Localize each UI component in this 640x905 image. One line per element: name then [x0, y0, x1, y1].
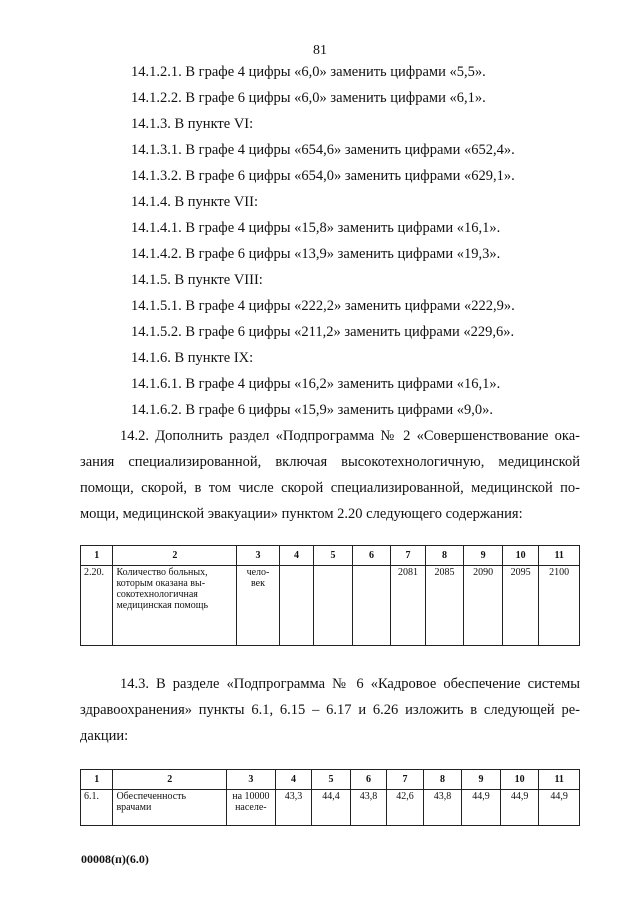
page-number: 81: [313, 43, 327, 58]
cell: 2095: [502, 566, 539, 646]
cell: 2081: [391, 566, 425, 646]
text-line: 14.1.4. В пункте VII:: [131, 194, 258, 210]
column-header: 10: [502, 546, 539, 566]
column-header: 4: [279, 546, 313, 566]
text-line: 14.1.3.2. В графе 6 цифры «654,0» заменить цифрами «629,1».: [131, 168, 515, 184]
column-header: 9: [462, 770, 501, 790]
row-number: 2.20.: [81, 566, 113, 646]
row-number: 6.1.: [81, 790, 113, 826]
document-code: 00008(п)(6.0): [81, 852, 149, 866]
text-line: 14.1.4.2. В графе 6 цифры «13,9» заменить цифрами «19,3».: [131, 246, 501, 262]
column-header: 5: [314, 546, 353, 566]
column-header: 6: [350, 770, 387, 790]
row-name: Количество больных, которым оказана вы-сокотехнологичная медицинская помощь: [113, 566, 237, 646]
text-line: 14.1.6.1. В графе 4 цифры «16,2» заменить цифрами «16,1».: [131, 376, 501, 392]
column-header: 7: [387, 770, 424, 790]
text-line: 14.1.6.2. В графе 6 цифры «15,9» заменить цифрами «9,0».: [131, 402, 493, 418]
paragraph-line: помощи, скорой, в том числе скорой специализированной, медицинской по-: [80, 480, 580, 496]
table-header-row: [81, 770, 580, 790]
column-header: 4: [275, 770, 312, 790]
table-header-row: [81, 546, 580, 566]
cell: 43,8: [423, 790, 462, 826]
table-2-20: [80, 545, 580, 646]
text-line: 14.1.2.1. В графе 4 цифры «6,0» заменить цифрами «5,5».: [131, 64, 486, 80]
column-header: 2: [113, 546, 237, 566]
cell: 44,9: [462, 790, 501, 826]
text-line: 14.1.5.1. В графе 4 цифры «222,2» заменить цифрами «222,9».: [131, 298, 515, 314]
cell: 2100: [539, 566, 580, 646]
paragraph-line: мощи, медицинской эвакуации» пунктом 2.20 следующего содержания:: [80, 506, 523, 522]
column-header: 6: [352, 546, 391, 566]
text-line: 14.1.2.2. В графе 6 цифры «6,0» заменить цифрами «6,1».: [131, 90, 486, 106]
column-header: 2: [113, 770, 227, 790]
cell: [279, 566, 313, 646]
column-header: 5: [312, 770, 351, 790]
column-header: 8: [425, 546, 464, 566]
paragraph-line: зания специализированной, включая высокотехнологичную, медицинской: [80, 454, 580, 470]
column-header: 8: [423, 770, 462, 790]
paragraph-line: дакции:: [80, 728, 129, 744]
column-header: 3: [237, 546, 280, 566]
table-row: [81, 790, 580, 826]
cell: 2085: [425, 566, 464, 646]
table-row: [81, 566, 580, 646]
text-line: 14.1.3.1. В графе 4 цифры «654,6» заменить цифрами «652,4».: [131, 142, 515, 158]
cell: 44,9: [500, 790, 539, 826]
cell: 44,4: [312, 790, 351, 826]
column-header: 7: [391, 546, 425, 566]
table-6-1: [80, 769, 580, 826]
column-header: 9: [464, 546, 503, 566]
cell: 43,8: [350, 790, 387, 826]
text-line: 14.1.4.1. В графе 4 цифры «15,8» заменить цифрами «16,1».: [131, 220, 501, 236]
row-unit: чело-век: [237, 566, 280, 646]
cell: 2090: [464, 566, 503, 646]
paragraph-line: 14.2. Дополнить раздел «Подпрограмма № 2 «Совершенствование ока-: [120, 428, 580, 444]
text-line: 14.1.5. В пункте VIII:: [131, 272, 263, 288]
column-header: 10: [500, 770, 539, 790]
column-header: 11: [539, 546, 580, 566]
row-unit: на 10000 населе-: [227, 790, 276, 826]
row-name: Обеспеченность врачами: [113, 790, 227, 826]
column-header: 11: [539, 770, 580, 790]
column-header: 1: [81, 770, 113, 790]
cell: 42,6: [387, 790, 424, 826]
paragraph-line: 14.3. В разделе «Подпрограмма № 6 «Кадровое обеспечение системы: [120, 676, 580, 692]
paragraph-line: здравоохранения» пункты 6.1, 6.15 – 6.17 и 6.26 изложить в следующей ре-: [80, 702, 580, 718]
text-line: 14.1.3. В пункте VI:: [131, 116, 254, 132]
text-line: 14.1.6. В пункте IX:: [131, 350, 254, 366]
text-line: 14.1.5.2. В графе 6 цифры «211,2» заменить цифрами «229,6».: [131, 324, 515, 340]
column-header: 1: [81, 546, 113, 566]
cell: [314, 566, 353, 646]
column-header: 3: [227, 770, 276, 790]
cell: 43,3: [275, 790, 312, 826]
cell: [352, 566, 391, 646]
cell: 44,9: [539, 790, 580, 826]
